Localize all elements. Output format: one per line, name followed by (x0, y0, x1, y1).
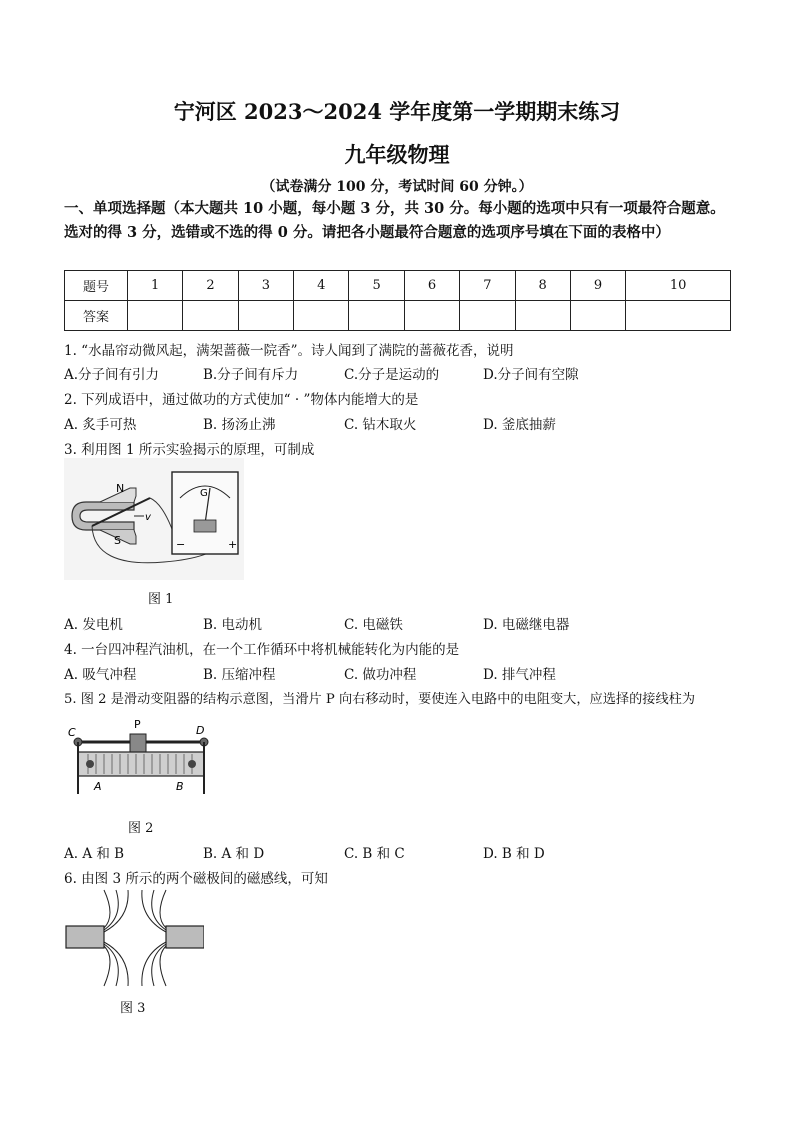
exam-subject: 九年级物理 (344, 142, 450, 167)
figure-2-slider-p (130, 734, 146, 754)
answer-table-number: 9 (570, 271, 625, 301)
question-3-option-b[interactable]: B. 电动机 (203, 617, 263, 633)
answer-table-row-label: 题号 (65, 271, 128, 301)
figure-2-label-p: P (134, 718, 141, 731)
answer-cell[interactable] (626, 301, 731, 331)
answer-cell[interactable] (183, 301, 238, 331)
question-2-option-b[interactable]: B. 扬汤止沸 (203, 417, 276, 433)
answer-table-number: 7 (460, 271, 515, 301)
figure-3-caption: 图 3 (120, 1001, 146, 1016)
question-5-option-d[interactable]: D. B 和 D (483, 846, 545, 862)
answer-table-number: 4 (294, 271, 349, 301)
figure-2-rheostat-diagram (64, 714, 214, 810)
answer-cell[interactable] (570, 301, 625, 331)
section-instructions: 一、单项选择题（本大题共 10 小题，每小题 3 分，共 30 分。每小题的选项中只有一项最符合题意。选对的得 3 分，选错或不选的得 0 分。请把各小题最符合题意的选项序号填在下面的表格中） (64, 200, 725, 241)
question-2-option-c[interactable]: C. 钻木取火 (344, 417, 417, 433)
figure-3-left-magnet (66, 926, 104, 948)
answer-table-header-row (65, 271, 731, 301)
answer-table-number: 6 (404, 271, 459, 301)
figure-1-label-plus: + (228, 538, 238, 551)
answer-cell[interactable] (128, 301, 183, 331)
question-6-stem: 6. 由图 3 所示的两个磁极间的磁感线，可知 (64, 871, 328, 887)
question-4-stem: 4. 一台四冲程汽油机，在一个工作循环中将机械能转化为内能的是 (64, 642, 460, 658)
question-2-stem: 2. 下列成语中，通过做功的方式使加“ · ”物体内能增大的是 (64, 392, 419, 408)
answer-table-number: 5 (349, 271, 404, 301)
answer-cell[interactable] (515, 301, 570, 331)
exam-title: 宁河区 2023～2024 学年度第一学期期末练习 (173, 99, 621, 124)
figure-2-caption: 图 2 (128, 821, 154, 836)
answer-table-number: 3 (238, 271, 293, 301)
question-4-option-b[interactable]: B. 压缩冲程 (203, 667, 276, 683)
exam-note: （试卷满分 100 分，考试时间 60 分钟。） (261, 179, 533, 195)
figure-1-label-n: N (116, 482, 125, 495)
question-5-option-c[interactable]: C. B 和 C (344, 846, 405, 862)
answer-table-number: 8 (515, 271, 570, 301)
figure-1-label-s: S (114, 534, 121, 547)
answer-table-number: 2 (183, 271, 238, 301)
figure-1-generator-diagram (64, 458, 244, 580)
question-5-option-b[interactable]: B. A 和 D (203, 846, 265, 862)
answer-table-number: 10 (626, 271, 731, 301)
answer-table-answer-row (65, 301, 731, 331)
answer-cell[interactable] (404, 301, 459, 331)
figure-2-label-d: D (196, 724, 205, 737)
answer-cell[interactable] (349, 301, 404, 331)
question-1-option-a[interactable]: A.分子间有引力 (64, 367, 160, 383)
question-3-option-c[interactable]: C. 电磁铁 (344, 617, 403, 633)
question-5-option-a[interactable]: A. A 和 B (64, 846, 125, 862)
answer-cell[interactable] (294, 301, 349, 331)
question-3-option-d[interactable]: D. 电磁继电器 (483, 617, 570, 633)
question-2-option-a[interactable]: A. 炙手可热 (64, 417, 137, 433)
question-1-option-c[interactable]: C.分子是运动的 (344, 367, 440, 383)
figure-1-caption: 图 1 (148, 592, 174, 607)
answer-table-number: 1 (128, 271, 183, 301)
figure-1-label-g: G (200, 488, 208, 499)
figure-3-right-magnet (166, 926, 204, 948)
question-4-option-a[interactable]: A. 吸气冲程 (64, 667, 137, 683)
question-5-stem: 5. 图 2 是滑动变阻器的结构示意图，当滑片 P 向右移动时，要使连入电路中的电阻变大，应选择的接线柱为 (64, 692, 696, 707)
figure-2-label-c: C (68, 726, 76, 739)
figure-2-label-b: B (176, 780, 184, 793)
question-3-stem: 3. 利用图 1 所示实验揭示的原理，可制成 (64, 442, 315, 458)
figure-1-label-v: v (145, 512, 151, 523)
question-4-option-c[interactable]: C. 做功冲程 (344, 667, 417, 683)
figure-2-label-a: A (94, 780, 102, 793)
answer-cell[interactable] (460, 301, 515, 331)
question-2-option-d[interactable]: D. 釜底抽薪 (483, 417, 556, 433)
answer-table (64, 270, 731, 331)
question-1-option-b[interactable]: B.分子间有斥力 (203, 367, 299, 383)
answer-cell[interactable] (238, 301, 293, 331)
answer-table-row-label: 答案 (65, 301, 128, 331)
question-3-option-a[interactable]: A. 发电机 (64, 617, 123, 633)
question-1-option-d[interactable]: D.分子间有空隙 (483, 367, 579, 383)
figure-1-label-minus: − (176, 538, 186, 551)
figure-3-field-lines-diagram (64, 888, 204, 988)
question-1-stem: 1. “水晶帘动微风起，满架蔷薇一院香”。诗人闻到了满院的蔷薇花香，说明 (64, 343, 514, 359)
question-4-option-d[interactable]: D. 排气冲程 (483, 667, 556, 683)
